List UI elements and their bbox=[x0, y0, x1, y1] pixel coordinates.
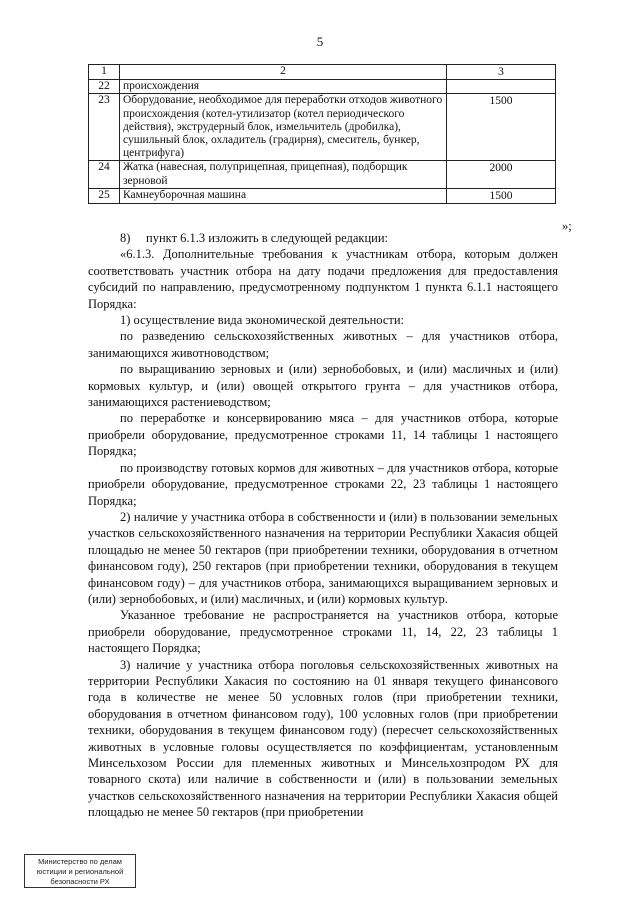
header-cell: 2 bbox=[120, 65, 447, 80]
table-row bbox=[89, 80, 556, 94]
paragraph: 8) пункт 6.1.3 изложить в следующей редакции: bbox=[120, 231, 388, 245]
paragraph: по выращиванию зерновых и (или) зернобобовых, и (или) масличных и (или) кормовых культур, и (или) овощей открытого грунта – для участников отбора, занимающихся растениеводством; bbox=[88, 362, 558, 410]
paragraph: 1) осуществление вида экономической деятельности: bbox=[120, 313, 405, 328]
page-number: 5 bbox=[316, 34, 324, 49]
table-row bbox=[89, 161, 556, 188]
row-number: 24 bbox=[89, 161, 120, 188]
row-text: Жатка (навесная, полуприцепная, прицепная), подборщик зерновой bbox=[120, 161, 447, 188]
ministry-stamp bbox=[24, 854, 136, 888]
equipment-table bbox=[88, 64, 556, 204]
document-body bbox=[88, 230, 558, 821]
paragraph: по разведению сельскохозяйственных животных – для участников отбора, занимающихся животноводством; bbox=[88, 329, 558, 360]
row-value: 1500 bbox=[447, 188, 556, 203]
paragraph: по производству готовых кормов для животных – для участников отбора, которые приобрели оборудование, предусмотренное строками 22, 23 таблицы 1 настоящего Порядка; bbox=[88, 460, 558, 508]
table-header-row bbox=[89, 65, 556, 80]
header-cell: 1 bbox=[89, 65, 120, 80]
row-number: 22 bbox=[89, 80, 120, 94]
row-value: 1500 bbox=[447, 94, 556, 161]
stamp-line: Министерство по делам bbox=[38, 857, 122, 866]
table-closing-quote: »; bbox=[562, 219, 572, 233]
row-number: 23 bbox=[89, 94, 120, 161]
table-row bbox=[89, 188, 556, 203]
header-cell: 3 bbox=[447, 65, 556, 80]
paragraph: 3) наличие у участника отбора поголовья сельскохозяйственных животных на территории Республики Хакасия по состоянию на 01 января текущего финансового года в количестве не менее 50 условных голов (при приобретении техники, оборудования в отчетном финансовом году), 100 условных голов (при приобретении техники, оборудования в текущем финансовом году) (пересчет сельскохозяйственных животных в условные головы осуществляется по коэффициентам, установленным Минсельхозом России для племенных животных и Минсельхозпродом РХ для товарного скота) или наличие в собственности и (или) в пользовании земельных участков сельскохозяйственного назначения на территории Республики Хакасия общей площадью не менее 50 гектаров (при приобретении bbox=[88, 657, 558, 820]
paragraph: по переработке и консервированию мяса – для участников отбора, которые приобрели оборудование, предусмотренное строками 11, 14 таблицы 1 настоящего Порядка; bbox=[88, 411, 558, 459]
row-text: происхождения bbox=[120, 80, 447, 94]
row-number: 25 bbox=[89, 188, 120, 203]
row-text: Камнеуборочная машина bbox=[120, 188, 447, 203]
row-value bbox=[447, 80, 556, 94]
stamp-line: юстиции и региональной bbox=[36, 867, 124, 876]
stamp-line: безопасности РХ bbox=[50, 877, 110, 886]
row-text: Оборудование, необходимое для переработки отходов животного происхождения (котел-утилизатор (котел периодического действия), экструдерный блок, измельчитель (дробилка), сушильный блок, охладитель (градирня), смеситель, бункер, центрифуга) bbox=[120, 94, 447, 161]
paragraph: Указанное требование не распространяется на участников отбора, которые приобрели оборудование, предусмотренное строками 11, 14, 22, 23 таблицы 1 настоящего Порядка; bbox=[88, 608, 558, 656]
table-row bbox=[89, 94, 556, 161]
paragraph: «6.1.3. Дополнительные требования к участникам отбора, которым должен соответствовать участник отбора на дату подачи предложения для предоставления субсидий по направлению, предусмотренному подпунктом 1 пункта 6.1.1 настоящего Порядка: bbox=[88, 247, 558, 311]
row-value: 2000 bbox=[447, 161, 556, 188]
paragraph: 2) наличие у участника отбора в собственности и (или) в пользовании земельных участков сельскохозяйственного назначения на территории Республики Хакасия общей площадью не менее 50 гектаров (при приобретении техники, оборудования в отчетном финансовом году), 250 гектаров (при приобретении техники, оборудования в текущем финансовом году) – для участников отбора, занимающихся выращиванием зерновых и (или) зернобобовых, и (или) масличных, и (или) кормовых культур. bbox=[88, 509, 558, 606]
